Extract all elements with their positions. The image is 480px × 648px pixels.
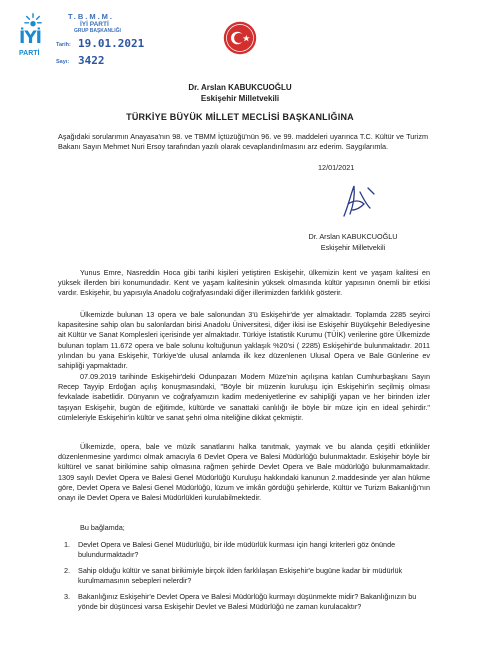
stamp-line-1: T.B.M.M.: [68, 12, 114, 21]
stamp-line-2: İYİ PARTİ: [80, 21, 109, 28]
signature-mark: [330, 180, 380, 222]
party-logo: [18, 12, 48, 62]
stamp-date-value: 19.01.2021: [78, 37, 145, 50]
body-paragraph-5: Bu bağlamda;: [80, 523, 125, 532]
body-paragraph-4: Ülkemizde, opera, bale ve müzik sanatlarını halka tanıtmak, yaymak ve bu alanda çeşitli etkinlikler düzenlenmesine yardımcı olmak amacıyla 6 Devlet Opera ve Balesi Müdürlüğü bulunmaktadır. Eskişehir böyle bir kültürel ve sanat birikimine sahip olmasına rağmen şehirde Devlet Opera ve Bale müdürlüğü bulunmamaktadır. 1309 sayılı Devlet Opera ve Balesi Genel Müdürlüğü Kuruluşu hakkındaki kanunun 2.maddesinde yer alan hükme göre, Devlet Opera ve Balesi Genel Müdürlüğü, lüzum ve imkân gördüğü şehirlerde, Kültür ve Turizm Bakanlığı'nın onayı ile Devlet Opera ve Balesi Müdürlükleri kurulabilmektedir.: [58, 442, 430, 503]
question-text: Bakanlığınız Eskişehir'e Devlet Opera ve Balesi Müdürlüğü kurmayı düşünmekte midir? Bakanlığınızın bu yönde bir düşüncesi varsa Eskişehir Devlet ve Balesi Müdürlüğü ne zaman kurulacaktır?: [78, 592, 417, 612]
registry-stamp: [52, 12, 144, 70]
question-number: 1.: [64, 540, 71, 549]
sender-role: Eskişehir Milletvekili: [200, 94, 280, 103]
question-number: 2.: [64, 566, 71, 575]
document-title: TÜRKİYE BÜYÜK MİLLET MECLİSİ BAŞKANLIĞINA: [126, 112, 354, 122]
stamp-number-label: Sayı:: [56, 59, 70, 65]
document-date: 12/01/2021: [318, 163, 355, 172]
stamp-date-label: Tarih:: [56, 42, 71, 48]
body-paragraph-3: 07.09.2019 tarihinde Eskişehir'deki Odunpazarı Modern Müze'nin açılışına katılan Cumhurbaşkanı Sayın Recep Tayyip Erdoğan açılış konuşmasındaki, "Böyle bir müzenin kuruluşu için Eskişehir'in seçilmiş olması fevkalade isabetlidir. Dünyanın ve coğrafyamızın kadim medeniyetlerine ev sahipliği yapan ve her birinden izler taşıyan Eskişehir, bugün de eğitimde, kültürde ve sanattaki canlılığı ile böyle bir müze için en ideal şehirdir." cümleleriyle Eskişehir'in kültür ve sanat şehri olma niteliğine dikkat çekmiştir.: [58, 372, 430, 422]
signature-role: Eskişehir Milletvekili: [320, 243, 386, 252]
question-text: Sahip olduğu kültür ve sanat birikimiyle birçok ilden farklılaşan Eskişehir'e bugüne kadar bir müdürlük kurulmamasının sebepleri nelerdir?: [78, 566, 403, 586]
question-number: 3.: [64, 592, 71, 601]
stamp-number-value: 3422: [78, 54, 105, 67]
intro-paragraph: Aşağıdaki sorularımın Anayasa'nın 98. ve TBMM İçtüzüğü'nün 96. ve 99. maddeleri uyarınca T.C. Kültür ve Turizm Bakanı Sayın Mehmet Nuri Ersoy tarafından yazılı olarak cevaplandırılmasını arz ederim. Saygılarımla.: [58, 132, 428, 152]
tbmm-emblem-icon: [222, 20, 258, 56]
logo-sub: PARTİ: [19, 50, 40, 57]
stamp-line-3: GRUP BAŞKANLIĞI: [74, 28, 121, 34]
logo-word: İYİ: [19, 28, 41, 48]
body-paragraph-2: Ülkemizde bulunan 13 opera ve bale salonundan 3'ü Eskişehir'de yer almaktadır. Toplamda 2285 seyirci kapasitesine sahip olan bu salonlardan birisi Anadolu Üniversitesi, diğer ikisi ise Eskişehir Büyükşehir Belediyesine ait Kültür ve Sanat Komplesleri içerisinde yer almaktadır. Türkiye İstatistik Kurumu (TÜİK) verilerine göre Ülkemizde bulunan toplam 11.672 opera ve bale solunu koltuğunun yaklaşık %20'si ( 2285) Eskişehir'de bulunmaktadır. 2011 yılından bu yana Eskişehir, Türkiye'de ulusal anlamda ilk kez düzenlenen Ulusal Opera ve Bale Günlerine ev sahipliği yapmaktadır.: [58, 310, 430, 371]
sender-name: Dr. Arslan KABUKCUOĞLU: [188, 83, 292, 92]
body-paragraph-1: Yunus Emre, Nasreddin Hoca gibi tarihi kişileri yetiştiren Eskişehir, ülkemizin kent ve yaşam kalitesi en yüksek illerden biri konumundadır. Kent ve yaşam kalitesinin yüksek olmasında kültür yapısının önemli bir etkisi vardır. Eskişehir, bu yapısıyla Anadolu coğrafyasındaki diğer illerimizden farklılık gösterir.: [58, 268, 430, 298]
signature-name: Dr. Arslan KABUKCUOĞLU: [308, 232, 398, 241]
question-text: Devlet Opera ve Balesi Genel Müdürlüğü, bir ilde müdürlük kurması için hangi kriterleri göz önünde bulundurmaktadır?: [78, 540, 396, 560]
